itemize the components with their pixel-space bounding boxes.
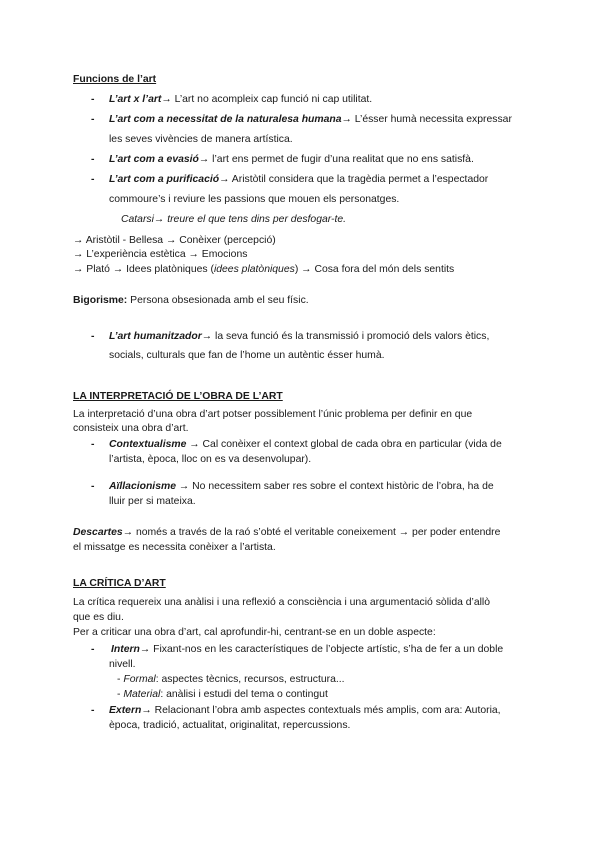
descartes-line1: Descartes→ només a través de la raó s’obté el veritable coneixement → per poder entendre (73, 527, 501, 538)
bullet-dash: - (91, 644, 95, 655)
arrow-line-plato: → Plató → Idees platòniques (idees platòniques) → Cosa fora del món dels sentits (73, 264, 455, 275)
critica-intro-line1: La crítica requereix una anàlisi i una reflexió a consciència i una argumentació sòlida d’allò (73, 597, 491, 608)
bullet-necessitat-line2: les seves vivències de manera artística. (109, 134, 293, 145)
bullet-extern-line2: època, tradició, actualitat, originalitat, repercussions. (109, 720, 351, 731)
catarsi-note: Catarsi→ treure el que tens dins per desfogar-te. (121, 214, 347, 225)
bullet-necessitat-line1: L’art com a necessitat de la naturalesa humana→ L’ésser humà necessita expressar (109, 114, 512, 125)
section-heading-interpretacio: LA INTERPRETACIÓ DE L’OBRA DE L’ART (73, 391, 283, 402)
bullet-dash: - (91, 705, 95, 716)
bullet-purificacio-line1: L’art com a purificació→ Aristòtil considera que la tragèdia permet a l’espectador (109, 174, 489, 185)
bullet-aillacionisme-line1: Aïllacionisme → No necessitem saber res sobre el context històric de l’obra, ha de (109, 481, 494, 492)
bullet-humanitzador-line2: socials, culturals que fan de l’home un autèntic ésser humà. (109, 350, 385, 361)
bullet-intern-line2: nivell. (109, 659, 136, 670)
arrow-line-experiencia: → L’experiència estètica → Emocions (73, 249, 248, 260)
section-heading-funcions: Funcions de l’art (73, 74, 157, 85)
bullet-dash: - (91, 174, 95, 185)
interpretacio-intro-line2: consisteix una obra d’art. (73, 423, 189, 434)
bullet-dash: - (91, 154, 95, 165)
critica-intro-line2: que es diu. (73, 612, 124, 623)
bullet-evasio: L’art com a evasió→ l’art ens permet de fugir d’una realitat que no ens satisfà. (109, 154, 474, 165)
intern-sub-material: - Material: anàlisi i estudi del tema o contingut (117, 689, 328, 700)
bullet-contextualisme-line1: Contextualisme → Cal conèixer el context global de cada obra en particular (vida de (109, 439, 502, 450)
bigorisme-definition: Bigorisme: Persona obsesionada amb el seu físic. (73, 295, 309, 306)
bullet-dash: - (91, 331, 95, 342)
bullet-art-x-art: L’art x l’art→ L’art no acompleix cap funció ni cap utilitat. (109, 94, 373, 105)
arrow-line-aristotil: → Aristòtil - Bellesa → Conèixer (percepció) (73, 235, 276, 246)
bullet-humanitzador-line1: L’art humanitzador→ la seva funció és la transmissió i promoció dels valors ètics, (109, 331, 490, 342)
bullet-dash: - (91, 481, 95, 492)
bullet-purificacio-line2: commoure’s i reviure les passions que mouen els personatges. (109, 194, 400, 205)
section-heading-critica: LA CRÍTICA D’ART (73, 578, 166, 589)
bullet-aillacionisme-line2: lluir per si mateixa. (109, 496, 196, 507)
intern-sub-formal: - Formal: aspectes tècnics, recursos, estructura... (117, 674, 345, 685)
bullet-dash: - (91, 439, 95, 450)
bullet-intern-line1: Intern→ Fixant-nos en les característiques de l’objecte artístic, s’ha de fer a un doble (111, 644, 504, 655)
critica-intro-line3: Per a criticar una obra d’art, cal aprofundir-hi, centrant-se en un doble aspecte: (73, 627, 436, 638)
bullet-dash: - (91, 114, 95, 125)
bullet-contextualisme-line2: l’artista, època, lloc on es va desenvolupar). (109, 454, 312, 465)
descartes-line2: el missatge es necessita conèixer a l’artista. (73, 542, 276, 553)
bullet-dash: - (91, 94, 95, 105)
interpretacio-intro-line1: La interpretació d’una obra d’art potser possiblement l’únic problema per definir en que (73, 409, 473, 420)
bullet-extern-line1: Extern→ Relacionant l’obra amb aspectes contextuals més amplis, com ara: Autoria, (109, 705, 501, 716)
